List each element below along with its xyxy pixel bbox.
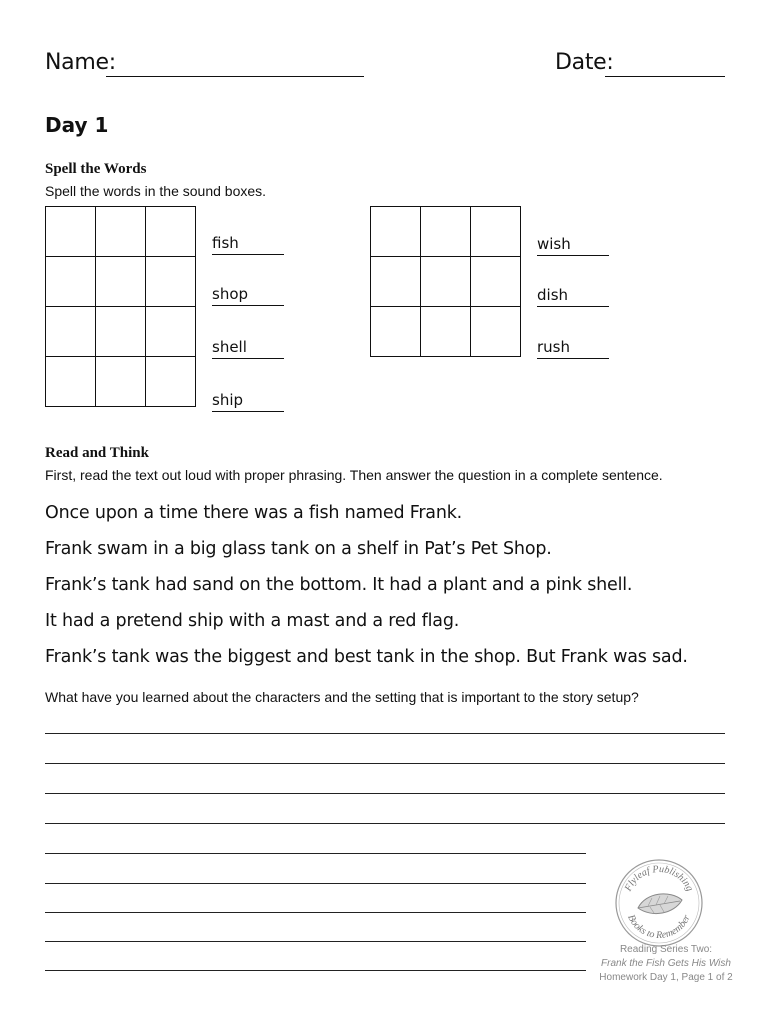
sound-box[interactable] [471, 257, 521, 307]
spelling-word-dish: dish [537, 286, 609, 307]
sound-box[interactable] [146, 257, 196, 307]
writing-line[interactable] [45, 941, 586, 942]
footer-series: Reading Series Two: [619, 944, 713, 955]
writing-line[interactable] [45, 912, 586, 913]
writing-line[interactable] [45, 823, 725, 824]
sound-box[interactable] [371, 207, 421, 257]
sound-box[interactable] [46, 357, 96, 407]
footer [596, 943, 736, 985]
spell-section-title: Spell the Words [45, 161, 147, 177]
writing-line[interactable] [45, 793, 725, 794]
publisher-logo [614, 858, 704, 948]
date-field[interactable] [605, 76, 725, 77]
spelling-word-shell: shell [212, 338, 284, 359]
footer-book-title: Frank the Fish Gets His Wish [601, 958, 731, 969]
story-line: Frank’s tank was the biggest and best tank in the shop. But Frank was sad. [45, 647, 688, 667]
writing-line[interactable] [45, 763, 725, 764]
question-text: What have you learned about the characters and the setting that is important to the story setup? [45, 689, 639, 705]
story-line: It had a pretend ship with a mast and a red flag. [45, 611, 460, 631]
spelling-word-ship: ship [212, 391, 284, 412]
sound-box[interactable] [46, 307, 96, 357]
sound-box[interactable] [96, 257, 146, 307]
sound-box[interactable] [46, 207, 96, 257]
logo-text-bottom: Books to Remember [625, 913, 693, 942]
sound-box[interactable] [46, 257, 96, 307]
story-line: Once upon a time there was a fish named Frank. [45, 503, 463, 523]
sound-box[interactable] [421, 307, 471, 357]
writing-line[interactable] [45, 970, 586, 971]
read-section-title: Read and Think [45, 445, 149, 461]
writing-line[interactable] [45, 883, 586, 884]
sound-box[interactable] [146, 207, 196, 257]
footer-page-info: Homework Day 1, Page 1 of 2 [599, 972, 733, 983]
svg-text:Books to Remember [625, 913, 693, 941]
spelling-word-shop: shop [212, 285, 284, 306]
writing-line[interactable] [45, 853, 586, 854]
sound-box[interactable] [96, 307, 146, 357]
story-line: Frank swam in a big glass tank on a shelf in Pat’s Pet Shop. [45, 539, 552, 559]
spelling-word-wish: wish [537, 235, 609, 256]
writing-line[interactable] [45, 733, 725, 734]
sound-box[interactable] [471, 207, 521, 257]
sound-box[interactable] [421, 207, 471, 257]
leaf-seal-icon [614, 858, 704, 948]
sound-box[interactable] [371, 257, 421, 307]
story-line: Frank’s tank had sand on the bottom. It had a plant and a pink shell. [45, 575, 633, 595]
logo-text-top: Flyleaf Publishing [622, 863, 696, 894]
date-label: Date: [555, 50, 614, 75]
sound-box[interactable] [146, 357, 196, 407]
sound-box[interactable] [371, 307, 421, 357]
sound-box[interactable] [146, 307, 196, 357]
sound-box[interactable] [421, 257, 471, 307]
sound-box[interactable] [96, 207, 146, 257]
spell-instruction: Spell the words in the sound boxes. [45, 183, 267, 199]
name-label: Name: [45, 50, 116, 75]
sound-box[interactable] [96, 357, 146, 407]
name-field[interactable] [106, 76, 364, 77]
sound-box-grid-left [45, 206, 196, 407]
day-title: Day 1 [45, 113, 109, 137]
sound-box-grid-right [370, 206, 521, 357]
read-instruction: First, read the text out loud with proper phrasing. Then answer the question in a complete sentence. [45, 467, 663, 483]
sound-box[interactable] [471, 307, 521, 357]
spelling-word-rush: rush [537, 338, 609, 359]
spelling-word-fish: fish [212, 234, 284, 255]
